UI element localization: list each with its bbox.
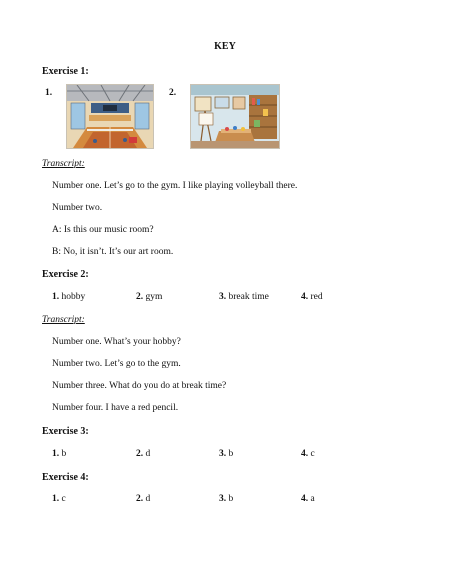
answer-text: c — [61, 494, 66, 504]
answer-number: 2. — [136, 449, 144, 459]
exercise-2-answer-4 — [301, 292, 323, 302]
answer-text: d — [145, 449, 151, 459]
exercise-1-heading: Exercise 1: — [42, 66, 89, 77]
exercise-4-answer-3 — [219, 494, 233, 504]
answer-text: gym — [145, 292, 163, 302]
answer-number: 1. — [52, 449, 60, 459]
exercise-4-answer-1 — [52, 494, 66, 504]
exercise-3-answer-1 — [52, 449, 66, 459]
answer-text: b — [228, 494, 234, 504]
exercise-2-line-2: Number two. Let’s go to the gym. — [52, 359, 181, 369]
exercise-1-line-1: Number one. Let’s go to the gym. I like playing volleyball there. — [52, 181, 298, 191]
picture-1-label: 1. — [45, 88, 53, 98]
answer-number: 3. — [219, 292, 227, 302]
exercise-1-transcript-label: Transcript: — [42, 159, 85, 169]
exercise-2-line-4: Number four. I have a red pencil. — [52, 403, 179, 413]
answer-number: 3. — [219, 494, 227, 504]
exercise-2-answer-1 — [52, 292, 85, 302]
exercise-3-answer-2 — [136, 449, 150, 459]
exercise-4-answer-4 — [301, 494, 315, 504]
answer-text: c — [310, 449, 315, 459]
exercise-4-heading: Exercise 4: — [42, 472, 89, 483]
art-room-illustration — [190, 84, 280, 149]
exercise-3-heading: Exercise 3: — [42, 426, 89, 437]
exercise-4-answer-2 — [136, 494, 150, 504]
picture-2-label: 2. — [169, 88, 177, 98]
answer-number: 2. — [136, 494, 144, 504]
exercise-2-line-3: Number three. What do you do at break time? — [52, 381, 227, 391]
exercise-2-line-1: Number one. What’s your hobby? — [52, 337, 181, 347]
exercise-1-line-4: B: No, it isn’t. It’s our art room. — [52, 247, 174, 257]
answer-number: 1. — [52, 494, 60, 504]
answer-number: 1. — [52, 292, 60, 302]
answer-number: 2. — [136, 292, 144, 302]
answer-text: hobby — [61, 292, 86, 302]
exercise-3-answer-4 — [301, 449, 315, 459]
answer-number: 3. — [219, 449, 227, 459]
exercise-1-line-2: Number two. — [52, 203, 103, 213]
page-title: KEY — [214, 41, 236, 52]
answer-text: red — [310, 292, 323, 302]
answer-number: 4. — [301, 449, 309, 459]
exercise-3-answer-3 — [219, 449, 233, 459]
exercise-2-answer-2 — [136, 292, 162, 302]
exercise-2-answer-3 — [219, 292, 269, 302]
answer-text: break time — [228, 292, 269, 302]
answer-text: b — [61, 449, 67, 459]
exercise-2-heading: Exercise 2: — [42, 269, 89, 280]
answer-text: a — [310, 494, 315, 504]
exercise-1-line-3: A: Is this our music room? — [52, 225, 154, 235]
answer-number: 4. — [301, 494, 309, 504]
exercise-2-transcript-label: Transcript: — [42, 315, 85, 325]
answer-text: b — [228, 449, 234, 459]
answer-number: 4. — [301, 292, 309, 302]
answer-text: d — [145, 494, 151, 504]
gym-illustration — [66, 84, 154, 149]
